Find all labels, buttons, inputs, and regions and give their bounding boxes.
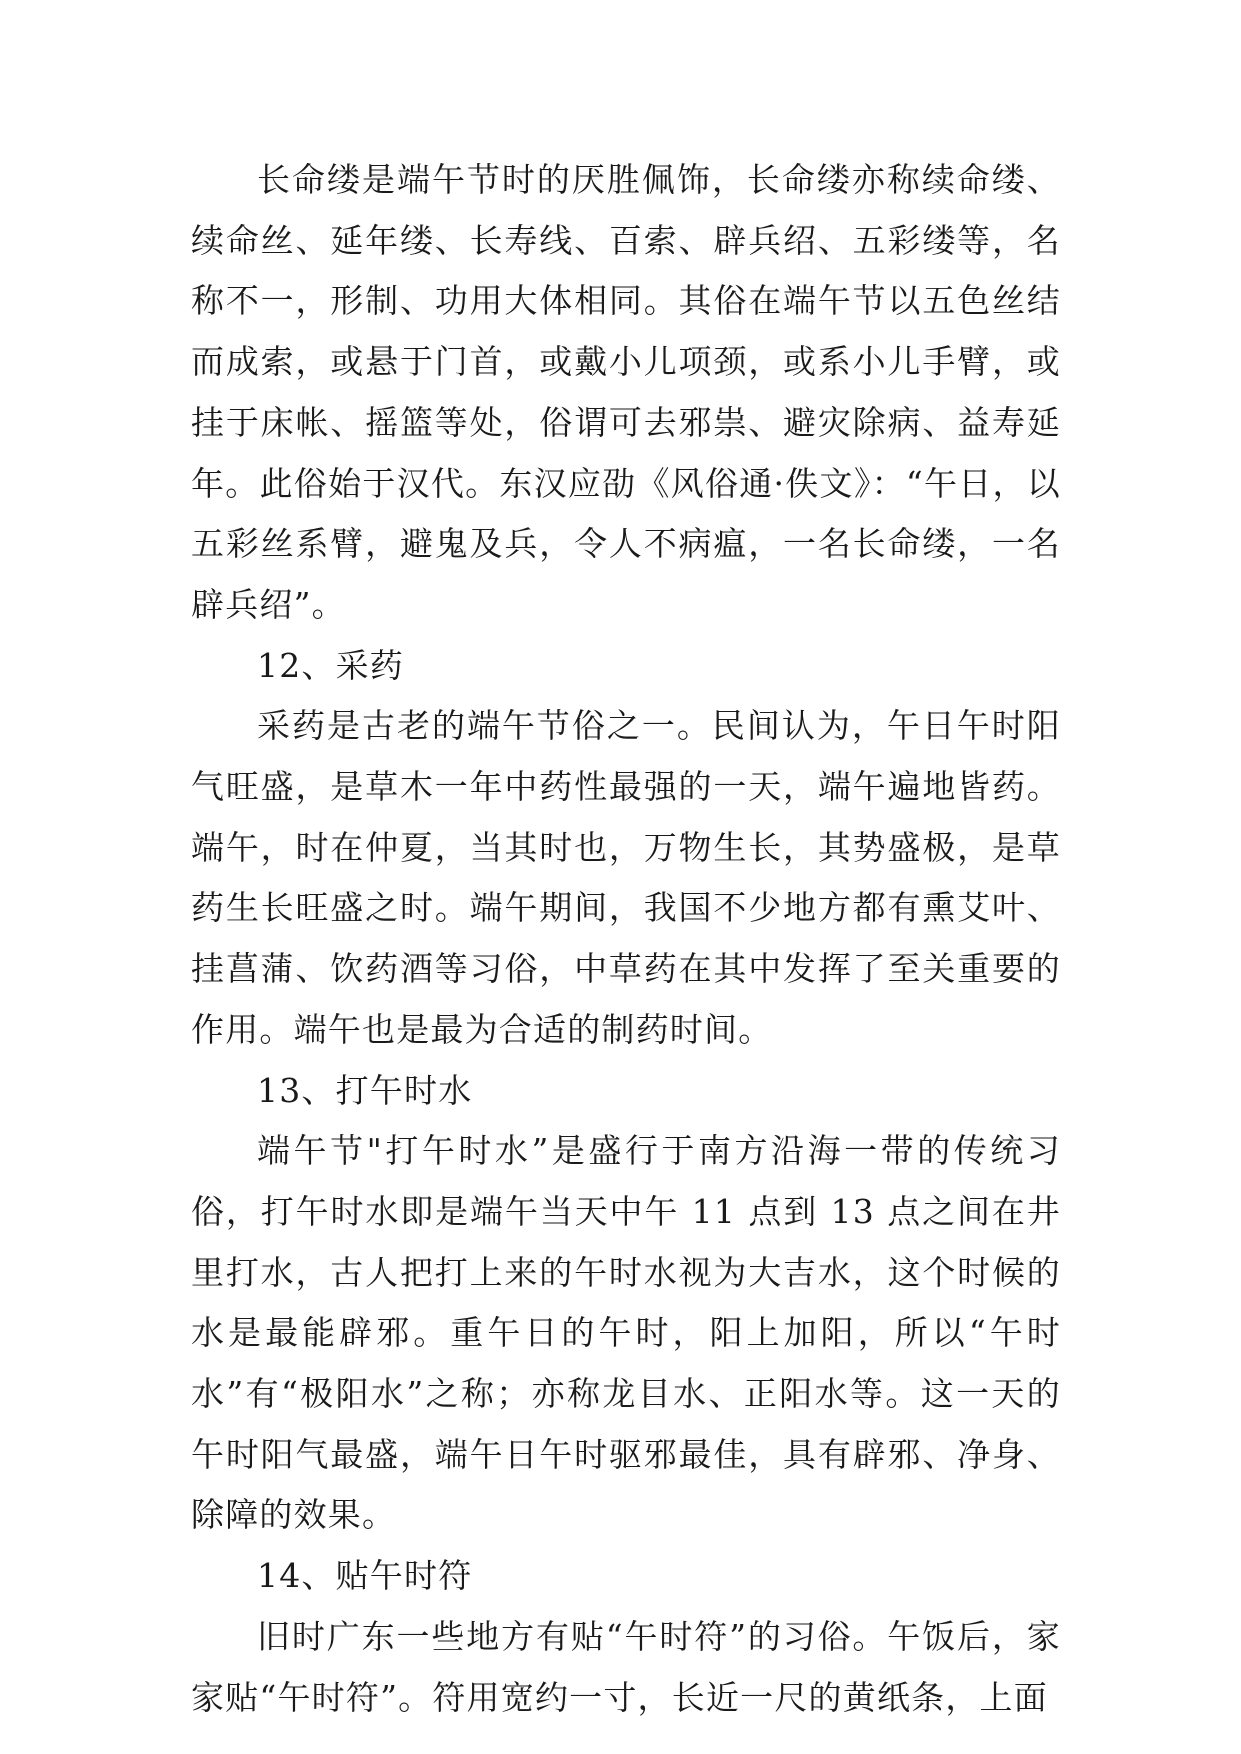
heading-noon-water: 13、打午时水 [257, 1070, 473, 1110]
heading-herb-gathering: 12、采药 [257, 645, 404, 685]
heading-noon-talisman: 14、贴午时符 [257, 1556, 473, 1596]
paragraph-noon-water: 端午节"打午时水”是盛行于南方沿海一带的传统习俗，打午时水即是端午当天中午 11 点到 13 点之间在井里打水，古人把打上来的午时水视为大吉水，这个时候的水是最能辟邪。重午日的午时，阳上加阳，所以“午时水”有“极阳水”之称；亦称龙目水、正阳水等。这一天的午时阳气最盛，端午日午时驱邪最佳，具有辟邪、净身、除障的效果。 [191, 1131, 1061, 1535]
paragraph-longevity-thread: 长命缕是端午节时的厌胜佩饰，长命缕亦称续命缕、续命丝、延年缕、长寿线、百索、辟兵绍、五彩缕等，名称不一，形制、功用大体相同。其俗在端午节以五色丝结而成索，或悬于门首，或戴小儿项颈，或系小儿手臂，或挂于床帐、摇篮等处，俗谓可去邪祟、避灾除病、益寿延年。此俗始于汉代。东汉应劭《风俗通·佚文》：“午日，以五彩丝系臂，避鬼及兵，令人不病瘟，一名长命缕，一名辟兵绍”。 [191, 160, 1061, 624]
document-page [191, 150, 1061, 1728]
paragraph-herb-gathering: 采药是古老的端午节俗之一。民间认为，午日午时阳气旺盛，是草木一年中药性最强的一天，端午遍地皆药。端午，时在仲夏，当其时也，万物生长，其势盛极，是草药生长旺盛之时。端午期间，我国不少地方都有熏艾叶、挂菖蒲、饮药酒等习俗，中草药在其中发挥了至关重要的作用。端午也是最为合适的制药时间。 [191, 706, 1061, 1049]
paragraph-noon-talisman: 旧时广东一些地方有贴“午时符”的习俗。午饭后，家家贴“午时符”。符用宽约一寸，长近一尺的黄纸条，上面 [191, 1616, 1061, 1717]
